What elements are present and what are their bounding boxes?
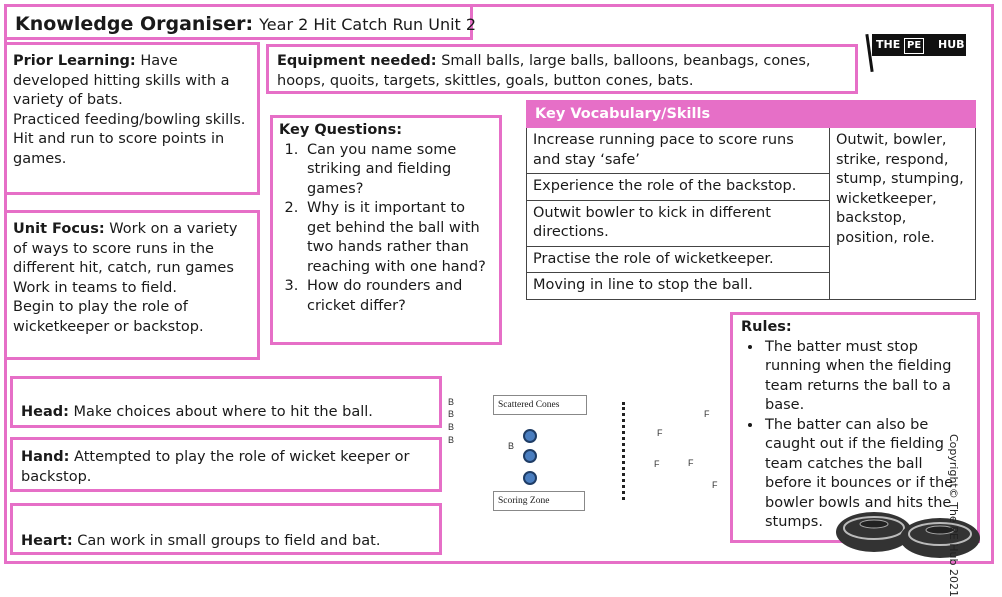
vocabulary-table (526, 100, 976, 300)
unit-focus-line: Work in teams to field. (13, 279, 177, 296)
hand-text: Attempted to play the role of wicket keeper or backstop. (21, 449, 410, 485)
prior-learning-line: Have developed hitting skills with a variety of bats. (13, 53, 230, 108)
ball-marker (523, 449, 537, 463)
skill-cell: Increase running pace to score runs and stay ‘safe’ (527, 128, 830, 174)
copyright-text: Copyright© The PE Hub 2021 (947, 434, 960, 597)
heart-box (10, 503, 442, 555)
skill-cell: Outwit bowler to kick in different directions. (527, 200, 830, 246)
key-questions-box (270, 115, 502, 345)
fielder-marker: F (657, 428, 663, 438)
batter-marker: B (448, 397, 455, 407)
ball-marker (523, 429, 537, 443)
batter-marker: B (448, 422, 455, 432)
fielder-marker: F (654, 459, 660, 469)
scoring-zone-label: Scoring Zone (493, 491, 585, 511)
prior-learning-line: Hit and run to score points in games. (13, 131, 225, 167)
unit-focus-box (4, 210, 260, 360)
skill-cell: Experience the role of the backstop. (527, 174, 830, 201)
rule-item: • The batter must stop running when the fielding team returns the ball to a base. (763, 338, 969, 416)
rule-item: • The batter can also be caught out if the fielding team catches the ball before it bounces or if the bowler bowls and hits the stumps. (763, 416, 969, 533)
title-bold: Knowledge Organiser: (15, 13, 254, 35)
key-question-item: 2. Why is it important to get behind the ball with two hands rather than reaching with one hand? (303, 199, 493, 277)
cone-top (860, 520, 888, 528)
scattered-cones-label: Scattered Cones (493, 395, 587, 415)
rules-heading: Rules: (741, 319, 792, 335)
key-question-item: 3. How do rounders and cricket differ? (303, 277, 493, 316)
heart-heading: Heart: (21, 533, 73, 549)
dotted-line (622, 402, 628, 500)
skill-cell: Moving in line to stop the ball. (527, 273, 830, 300)
logo-hub: HUB (938, 38, 965, 51)
prior-learning-heading: Prior Learning: (13, 53, 136, 69)
logo-pe: PE (904, 38, 924, 54)
key-question-item: 1. Can you name some striking and fielding games? (303, 141, 493, 200)
unit-focus-heading: Unit Focus: (13, 221, 105, 237)
equipment-text: Small balls, large balls, balloons, beanbags, cones, hoops, quoits, targets, skittles, goals, button cones, bats. (277, 53, 811, 89)
flag-banner (872, 34, 966, 56)
batter-marker: B (448, 409, 455, 419)
page-title (4, 4, 477, 40)
logo-the: THE (876, 38, 901, 51)
fielder-marker: F (688, 458, 694, 468)
head-box (10, 376, 442, 428)
prior-learning-line: Practiced feeding/bowling skills. (13, 111, 246, 128)
key-questions-heading: Key Questions: (279, 122, 403, 138)
key-questions-list (279, 141, 493, 317)
vocabulary-words: Outwit, bowler, strike, respond, stump, stumping, wicketkeeper, backstop, position, role. (830, 128, 976, 300)
equipment-heading: Equipment needed: (277, 53, 437, 69)
vocabulary-heading: Key Vocabulary/Skills (527, 101, 976, 128)
equipment-box (266, 44, 858, 94)
batter-marker: B (508, 441, 515, 451)
hand-heading: Hand: (21, 449, 70, 465)
ball-marker (523, 471, 537, 485)
pe-hub-logo (862, 30, 968, 70)
head-heading: Head: (21, 404, 69, 420)
heart-text: Can work in small groups to field and bat. (77, 533, 381, 549)
title-unit: Year 2 Hit Catch Run Unit 2 (259, 15, 477, 34)
head-text: Make choices about where to hit the ball. (73, 404, 373, 420)
skill-cell: Practise the role of wicketkeeper. (527, 246, 830, 273)
fielder-marker: F (704, 409, 710, 419)
fielder-marker: F (712, 480, 718, 490)
prior-learning-box (4, 42, 260, 195)
batter-marker: B (448, 435, 455, 445)
unit-focus-line: Begin to play the role of wicketkeeper or backstop. (13, 299, 204, 335)
unit-focus-line: Work on a variety of ways to score runs in the different hit, catch, run games (13, 221, 238, 276)
hand-box (10, 437, 442, 492)
